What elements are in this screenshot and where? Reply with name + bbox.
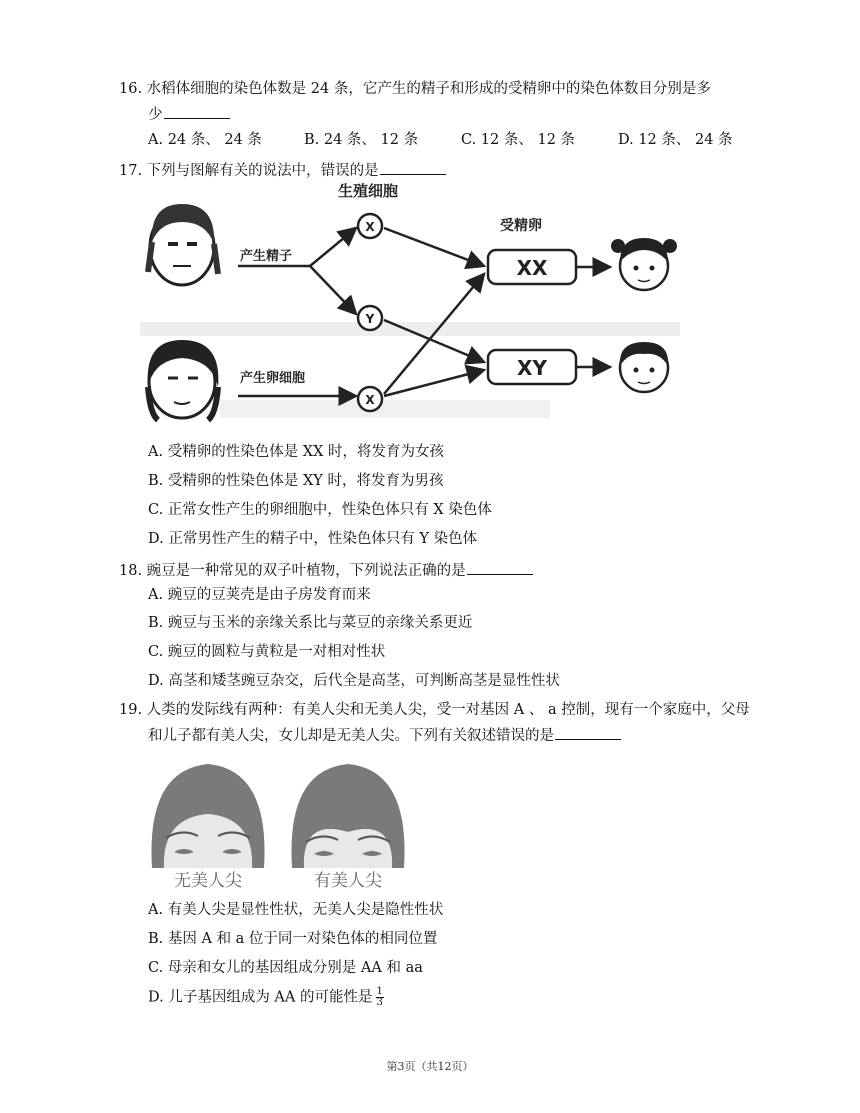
- arrow-egg-to-xy: [384, 370, 484, 396]
- q18-stem-text: 18. 豌豆是一种常见的双子叶植物，下列说法正确的是: [119, 563, 466, 579]
- girl-face-icon: [611, 238, 677, 290]
- zygote-xy-label: XY: [517, 356, 547, 380]
- page-footer: 第3页（共12页）: [386, 1060, 474, 1073]
- q18-stem: [119, 560, 533, 581]
- mother-face-icon: [148, 340, 219, 420]
- q16-option-d: D. 12 条、 24 条: [618, 132, 733, 148]
- q16-stem-line2: [148, 104, 230, 125]
- sperm-y-label: Y: [365, 312, 375, 326]
- q16-answer-blank: [164, 104, 230, 119]
- q17-stem: [119, 160, 446, 181]
- q17-option-b: B. 受精卵的性染色体是 XY 时，将发育为男孩: [148, 473, 444, 489]
- boy-face-icon: [620, 342, 668, 392]
- arrow-sperm-x-to-xx: [384, 228, 484, 266]
- q17-option-a: A. 受精卵的性染色体是 XX 时，将发育为女孩: [148, 444, 445, 460]
- q16-stem-text: 少: [148, 107, 163, 123]
- q19-option-b: B. 基因 A 和 a 位于同一对染色体的相同位置: [148, 931, 438, 947]
- widows-peak-caption: 有美人尖: [314, 871, 382, 891]
- sex-determination-diagram: [140, 182, 680, 422]
- hairline-illustration: [146, 758, 416, 894]
- fraction-denominator: 3: [376, 997, 383, 1008]
- sperm-x-label: X: [365, 220, 375, 234]
- q18-option-b: B. 豌豆与玉米的亲缘关系比与菜豆的亲缘关系更近: [148, 615, 473, 631]
- fraction-numerator: 1: [376, 986, 383, 997]
- q19-stem-text: 和儿子都有美人尖，女儿却是无美人尖。下列有关叙述错误的是: [148, 728, 554, 744]
- zygote-xx-label: XX: [516, 256, 548, 280]
- arrow-to-sperm-x: [310, 228, 356, 266]
- father-face-icon: [148, 204, 218, 285]
- q18-option-d: D. 高茎和矮茎豌豆杂交，后代全是高茎，可判断高茎是显性性状: [148, 673, 560, 689]
- q16-option-b: B. 24 条、 12 条: [304, 132, 419, 148]
- zygote-label: 受精卵: [500, 218, 542, 234]
- q16-option-c: C. 12 条、 12 条: [461, 132, 576, 148]
- germ-cells-label: 生殖细胞: [338, 182, 399, 200]
- q17-answer-blank: [380, 160, 446, 175]
- q17-option-d: D. 正常男性产生的精子中，性染色体只有 Y 染色体: [148, 531, 478, 547]
- q18-answer-blank: [467, 560, 533, 575]
- q19-option-d: [148, 987, 384, 1008]
- zygote-xx-box: [488, 250, 576, 284]
- sperm-y-cell: [358, 306, 382, 330]
- scan-noise-band: [140, 322, 680, 336]
- produce-sperm-label: 产生精子: [240, 249, 293, 264]
- arrow-to-sperm-y: [310, 266, 356, 314]
- no-widows-peak-caption: 无美人尖: [174, 871, 242, 891]
- probability-fraction: [376, 987, 384, 1008]
- q19-stem-line2: [148, 725, 621, 746]
- q18-option-a: A. 豌豆的豆荚壳是由子房发育而来: [148, 587, 371, 603]
- q19-option-d-text: D. 儿子基因组成为 AA 的可能性是: [148, 989, 373, 1006]
- scan-noise-band-lower: [220, 400, 550, 418]
- q17-stem-text: 17. 下列与图解有关的说法中，错误的是: [119, 163, 379, 179]
- q19-option-c: C. 母亲和女儿的基因组成分别是 AA 和 aa: [148, 960, 423, 976]
- q16-stem-line1: 16. 水稻体细胞的染色体数是 24 条，它产生的精子和形成的受精卵中的染色体数目分别是多: [119, 81, 711, 97]
- q19-stem-line1: 19. 人类的发际线有两种：有美人尖和无美人尖，受一对基因 A 、 a 控制，现有一个家庭中，父母: [119, 702, 750, 718]
- egg-x-label: X: [365, 393, 375, 407]
- egg-x-cell: [358, 387, 382, 411]
- q16-option-a: A. 24 条、 24 条: [148, 132, 262, 148]
- q17-option-c: C. 正常女性产生的卵细胞中，性染色体只有 X 染色体: [148, 502, 492, 518]
- q18-option-c: C. 豌豆的圆粒与黄粒是一对相对性状: [148, 644, 386, 660]
- produce-egg-label: 产生卵细胞: [240, 371, 306, 386]
- q19-answer-blank: [555, 725, 621, 740]
- sperm-x-cell: [358, 214, 382, 238]
- q19-option-a: A. 有美人尖是显性性状，无美人尖是隐性性状: [148, 902, 444, 918]
- zygote-xy-box: [488, 350, 576, 384]
